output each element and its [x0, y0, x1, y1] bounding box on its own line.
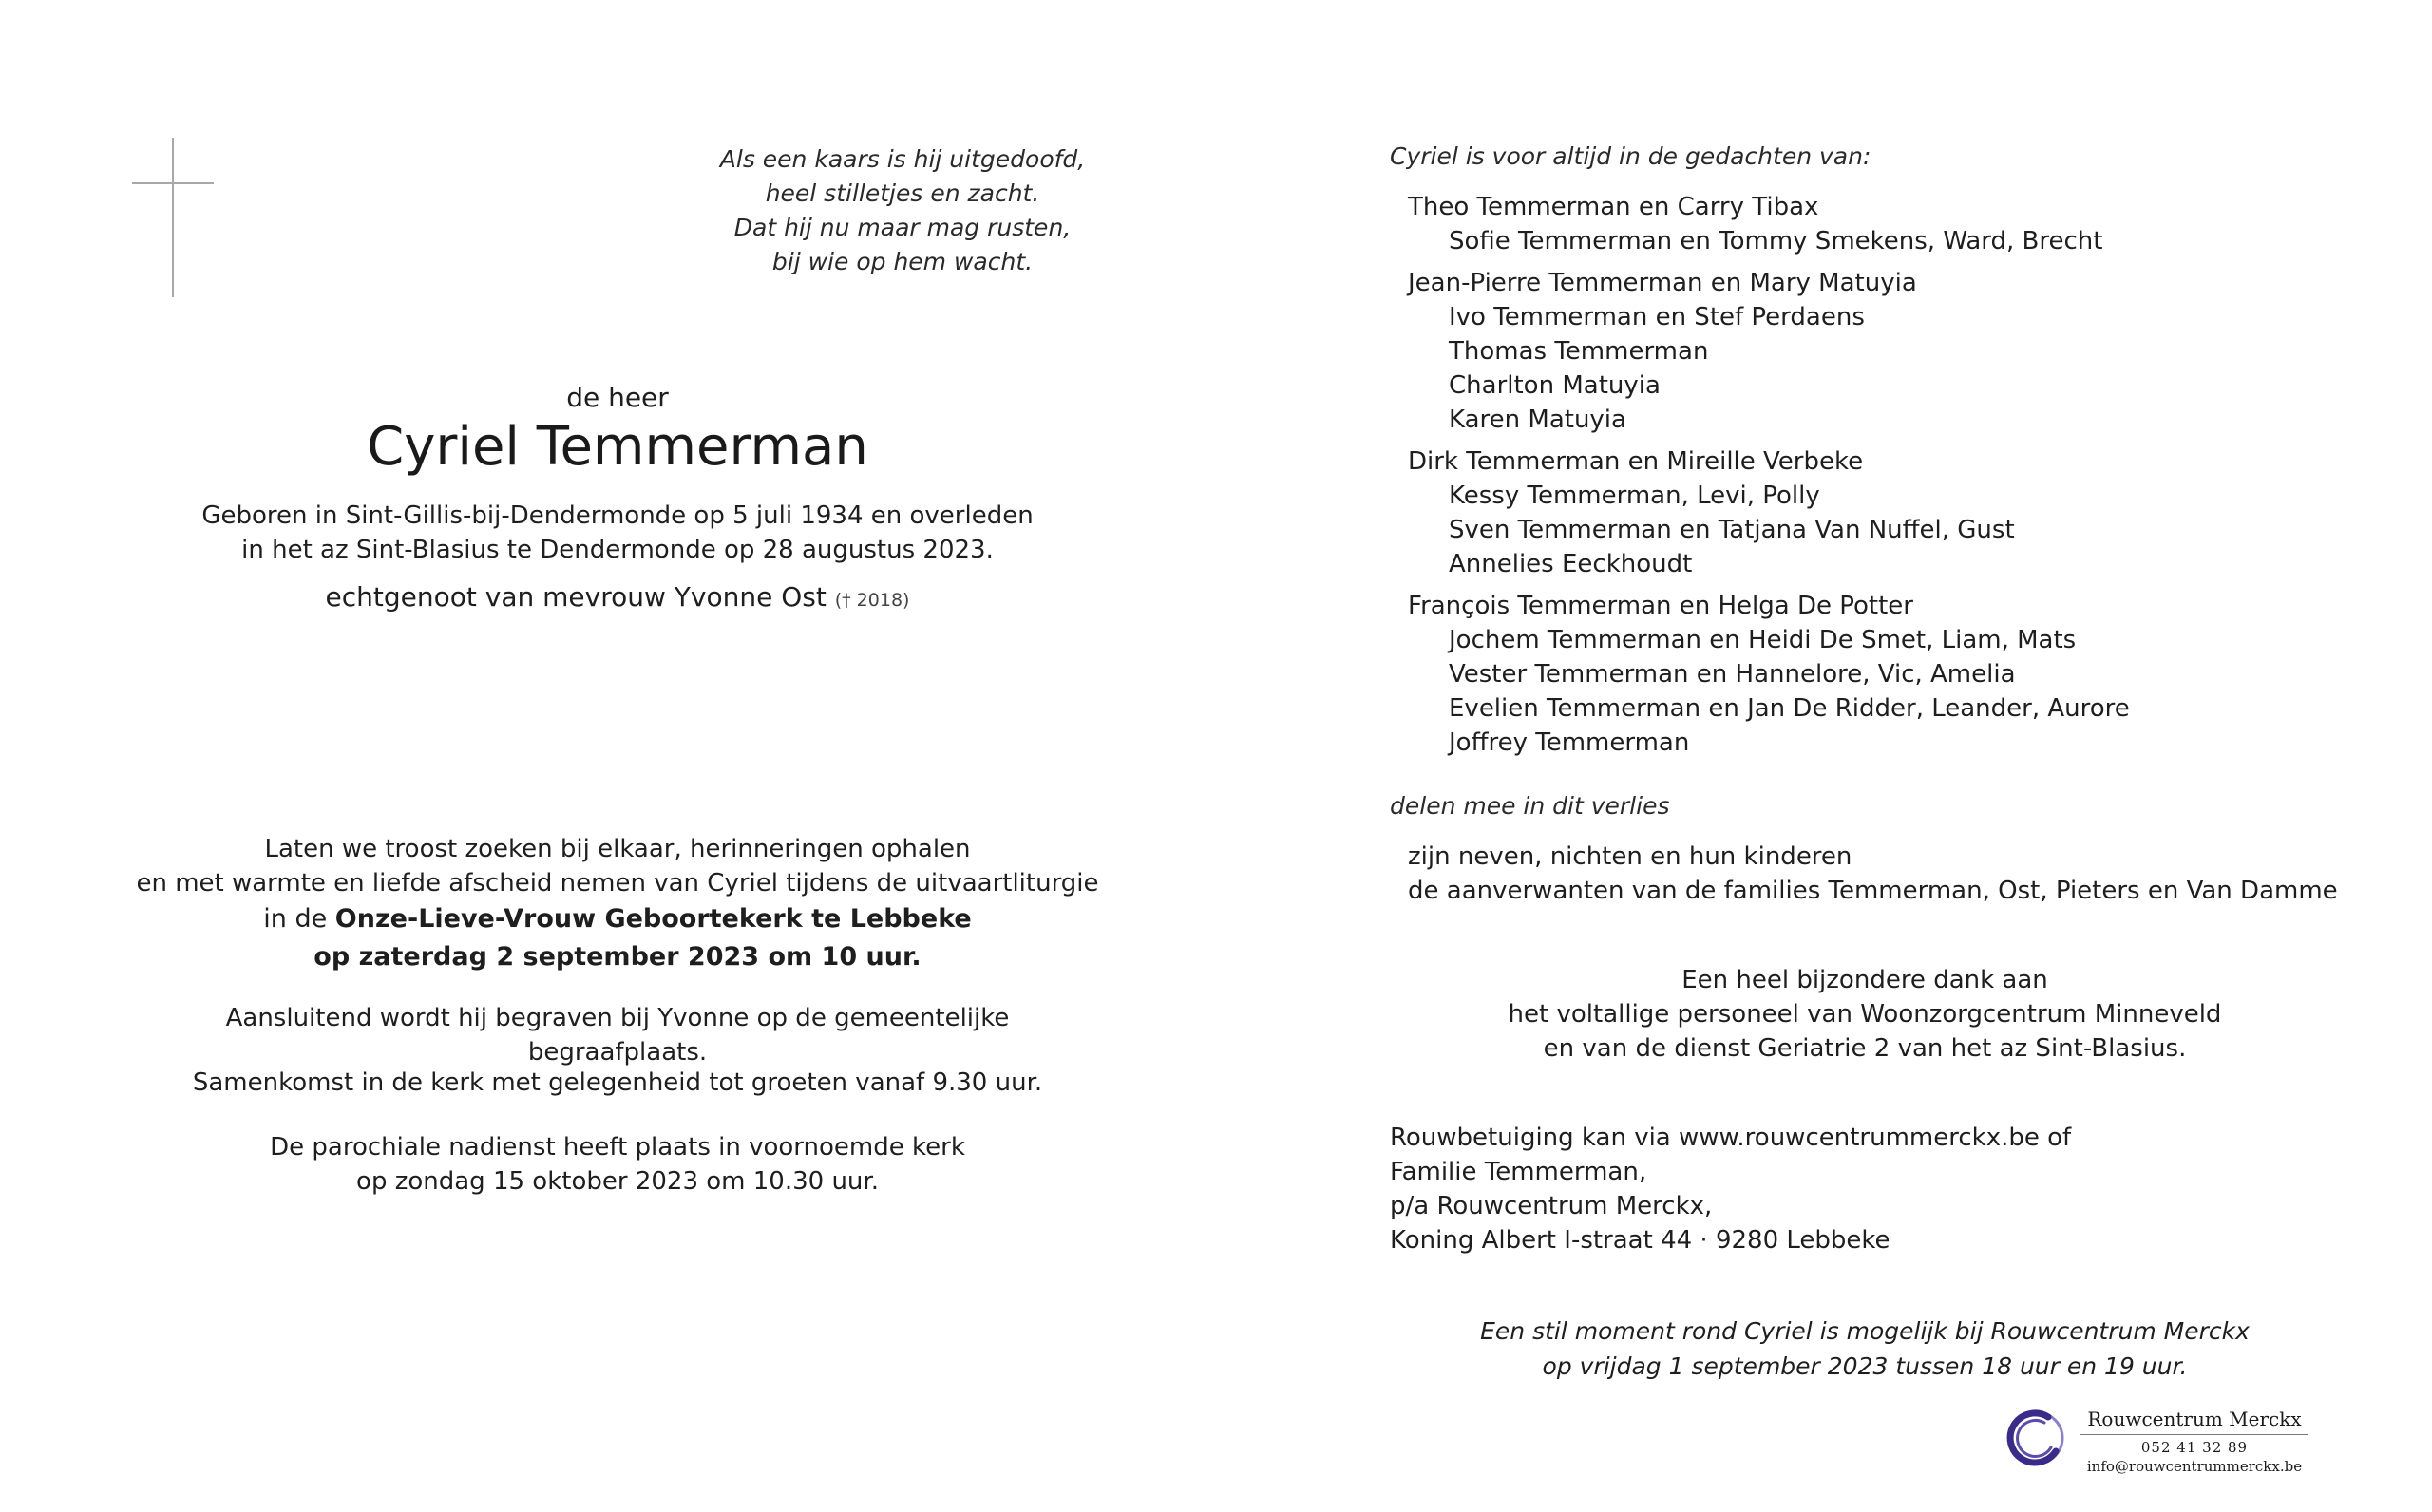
logo-email: info@rouwcentrummerckx.be [2086, 1458, 2303, 1475]
birth-death-info [133, 499, 1102, 567]
birth-line: in het az Sint-Blasius te Dendermonde op 28 augustus 2023. [241, 536, 994, 564]
liturgy-line: Laten we troost zoeken bij elkaar, herinneringen ophalen [264, 835, 971, 863]
condolence-line: Rouwbetuiging kan via www.rouwcentrummerckx.be of [1390, 1124, 2072, 1152]
logo-phone: 052 41 32 89 [2140, 1439, 2249, 1456]
funeral-home-logo [2006, 1404, 2320, 1480]
liturgy-date: op zaterdag 2 september 2023 om 10 uur. [314, 942, 922, 972]
family-member: Evelien Temmerman en Jan De Ridder, Leander, Aurore [1449, 694, 2130, 723]
poem-line: heel stilletjes en zacht. [765, 180, 1040, 207]
condolence-line: p/a Rouwcentrum Merckx, [1390, 1192, 1713, 1220]
spouse-note: († 2018) [834, 590, 910, 611]
liturgy-info [133, 832, 1102, 976]
family-head: Dirk Temmerman en Mireille Verbeke [1408, 447, 1864, 476]
relatives [1408, 840, 2338, 908]
condolence-address [1390, 1121, 2071, 1257]
condolence-line: Familie Temmerman, [1390, 1158, 1647, 1186]
family-member: Sven Temmerman en Tatjana Van Nuffel, Gust [1449, 516, 2015, 544]
moment-line: op vrijdag 1 september 2023 tussen 18 uur en 19 uur. [1542, 1352, 2188, 1380]
mass-line: op zondag 15 oktober 2023 om 10.30 uur. [356, 1167, 879, 1196]
family-head: François Temmerman en Helga De Potter [1408, 592, 1913, 620]
family-member: Sofie Temmerman en Tommy Smekens, Ward, Brecht [1449, 227, 2103, 255]
spouse-info [133, 581, 1102, 613]
thanks [1390, 963, 2340, 1066]
family-member: Jochem Temmerman en Heidi De Smet, Liam, Mats [1449, 626, 2077, 654]
family-group [1408, 266, 2130, 437]
thanks-line: en van de dienst Geriatrie 2 van het az Sint-Blasius. [1543, 1034, 2187, 1063]
family-member: Karen Matuyia [1449, 406, 1626, 434]
family-member: Vester Temmerman en Hannelore, Vic, Amelia [1449, 660, 2016, 689]
birth-line: Geboren in Sint-Gillis-bij-Dendermonde op 5 juli 1934 en overleden [201, 501, 1034, 530]
liturgy-line: en met warmte en liefde afscheid nemen van Cyriel tijdens de uitvaartliturgie [136, 869, 1099, 898]
share-heading: delen mee in dit verlies [1390, 792, 1670, 820]
poem-line: Als een kaars is hij uitgedoofd, [719, 145, 1086, 173]
deceased-name: Cyriel Temmerman [367, 416, 868, 478]
poem-line: bij wie op hem wacht. [771, 248, 1034, 275]
family-head: Theo Temmerman en Carry Tibax [1408, 193, 1819, 221]
logo-text [2080, 1408, 2308, 1475]
poem-line: Dat hij nu maar mag rusten, [733, 214, 1072, 241]
memory-heading: Cyriel is voor altijd in de gedachten van: [1390, 142, 1872, 170]
ring-logo-icon [2006, 1408, 2067, 1468]
title-prefix: de heer [566, 382, 669, 413]
cross-icon-horizontal [132, 182, 214, 184]
gathering-info: Samenkomst in de kerk met gelegenheid tot groeten vanaf 9.30 uur. [192, 1068, 1043, 1097]
family-group [1408, 589, 2130, 760]
logo-divider [2080, 1434, 2308, 1435]
poem [665, 142, 1140, 279]
condolence-line: Koning Albert I-straat 44 · 9280 Lebbeke [1390, 1226, 1890, 1255]
spouse-text: echtgenoot van mevrouw Yvonne Ost [325, 581, 826, 613]
family-head: Jean-Pierre Temmerman en Mary Matuyia [1408, 269, 1917, 297]
liturgy-church-line [133, 900, 1102, 938]
mass-line: De parochiale nadienst heeft plaats in voornoemde kerk [270, 1133, 965, 1162]
relatives-line: de aanverwanten van de families Temmerman, Ost, Pieters en Van Damme [1408, 877, 2338, 905]
family-group [1408, 444, 2130, 581]
family-member: Thomas Temmerman [1449, 337, 1709, 366]
moment-line: Een stil moment rond Cyriel is mogelijk bij Rouwcentrum Merckx [1480, 1317, 2250, 1345]
mass-info [133, 1130, 1102, 1199]
burial-info: Aansluitend wordt hij begraven bij Yvonne op de gemeentelijke begraafplaats. [225, 1004, 1010, 1067]
family-member: Annelies Eeckhoudt [1449, 550, 1693, 578]
family-member: Kessy Temmerman, Levi, Polly [1449, 482, 1820, 510]
thanks-line: het voltallige personeel van Woonzorgcentrum Minneveld [1508, 1000, 2222, 1029]
family-member: Ivo Temmerman en Stef Perdaens [1449, 303, 1865, 331]
logo-name: Rouwcentrum Merckx [2087, 1408, 2302, 1430]
family-member: Joffrey Temmerman [1449, 728, 1690, 757]
family-list [1408, 190, 2130, 767]
family-group [1408, 190, 2130, 258]
family-member: Charlton Matuyia [1449, 371, 1661, 400]
church-name: Onze-Lieve-Vrouw Geboortekerk te Lebbeke [334, 904, 972, 934]
relatives-line: zijn neven, nichten en hun kinderen [1408, 842, 1852, 871]
cross-icon-vertical [172, 138, 174, 297]
liturgy-prefix: in de [263, 904, 335, 934]
quiet-moment [1390, 1314, 2340, 1384]
thanks-line: Een heel bijzondere dank aan [1682, 966, 2048, 994]
